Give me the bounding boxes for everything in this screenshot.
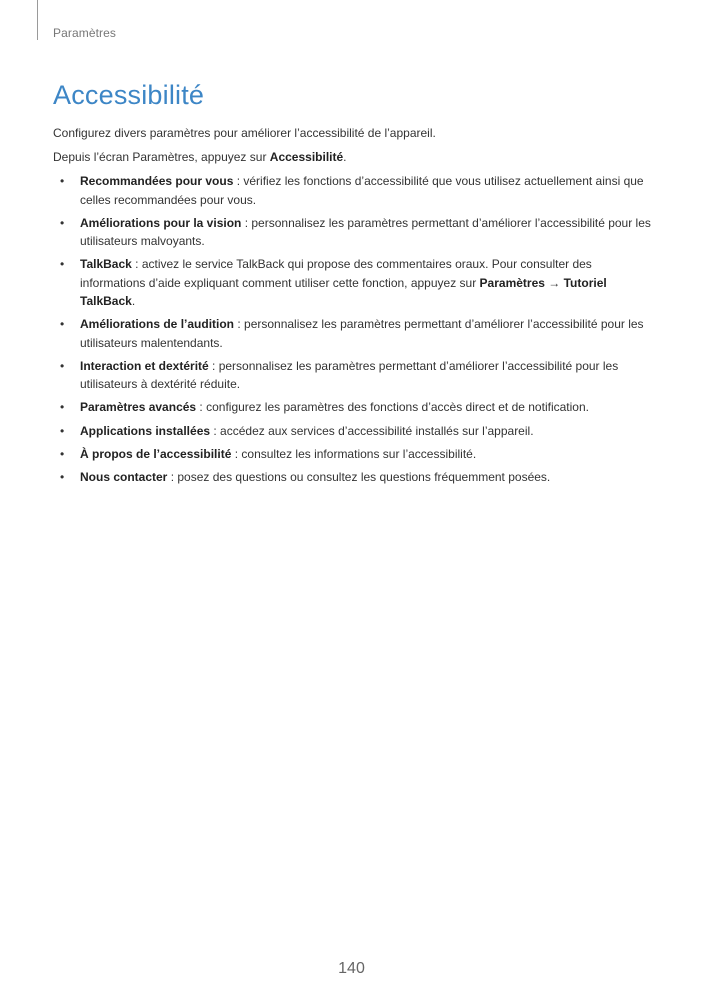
accessibility-options-list — [53, 172, 653, 491]
intro-text: Configurez divers paramètres pour améliorer l’accessibilité de l’appareil. — [53, 126, 436, 140]
option-term: Recommandées pour vous — [80, 174, 234, 188]
instruction-target: Accessibilité — [269, 150, 344, 164]
list-item-installed-apps — [53, 422, 653, 441]
list-item-advanced — [53, 398, 653, 417]
instruction-prefix: Depuis l’écran Paramètres, appuyez sur — [53, 150, 270, 164]
option-description: : personnalisez les paramètres permettant d’améliorer l’accessibilité pour les utilisateurs malentendants. — [80, 317, 644, 350]
option-term: À propos de l’accessibilité — [80, 446, 232, 461]
option-end: . — [131, 294, 136, 309]
option-term: Paramètres avancés — [80, 400, 197, 415]
path-arrow: → — [544, 275, 564, 290]
page-number: 140 — [338, 960, 365, 977]
list-item-vision — [53, 214, 653, 251]
bullet: • — [60, 358, 65, 373]
section-label: Paramètres — [53, 26, 117, 40]
path-settings: Paramètres — [479, 275, 545, 290]
bullet: • — [60, 423, 65, 438]
bullet: • — [60, 446, 65, 461]
bullet: • — [60, 174, 65, 188]
option-term: TalkBack — [80, 257, 132, 272]
option-description: : personnalisez les paramètres permettant d’améliorer l’accessibilité pour les utilisateurs malvoyants. — [80, 215, 651, 249]
path-tutorial: Tutoriel TalkBack — [80, 275, 607, 309]
option-term: Améliorations de l’audition — [80, 317, 235, 332]
option-term: Interaction et dextérité — [80, 358, 209, 373]
option-description: : vérifiez les fonctions d’accessibilité que vous utilisez actuellement ainsi que celles recommandées pour vous. — [80, 174, 644, 207]
list-item-contact — [53, 468, 653, 487]
bullet: • — [60, 400, 65, 415]
option-term: Nous contacter — [80, 469, 168, 484]
option-term: Améliorations pour la vision — [80, 215, 242, 230]
bullet: • — [60, 469, 65, 484]
list-item-about — [53, 445, 653, 464]
bullet: • — [60, 215, 65, 230]
list-item-dexterity — [53, 357, 653, 394]
instruction-text — [53, 148, 653, 166]
bullet: • — [60, 257, 65, 272]
list-item-hearing — [53, 315, 653, 352]
list-item-talkback — [53, 255, 653, 311]
page-title: Accessibilité — [53, 80, 205, 110]
option-description: : posez des questions ou consultez les questions fréquemment posées. — [167, 469, 551, 484]
option-term: Applications installées — [80, 423, 211, 438]
option-description: : accédez aux services d’accessibilité installés sur l’appareil. — [210, 423, 534, 438]
instruction-suffix: . — [343, 150, 347, 164]
header-divider — [37, 0, 38, 40]
option-description: : personnalisez les paramètres permettant d’améliorer l’accessibilité pour les utilisateurs à dextérité réduite. — [80, 358, 619, 392]
option-description: : activez le service TalkBack qui propose des commentaires oraux. Pour consulter des informations d’aide expliquant comment utiliser cette fonction, appuyez sur — [80, 257, 592, 290]
option-description: : configurez les paramètres des fonctions d’accès direct et de notification. — [196, 400, 589, 415]
bullet: • — [60, 317, 65, 332]
option-description: : consultez les informations sur l’accessibilité. — [231, 446, 477, 461]
list-item-recommended — [53, 172, 653, 209]
